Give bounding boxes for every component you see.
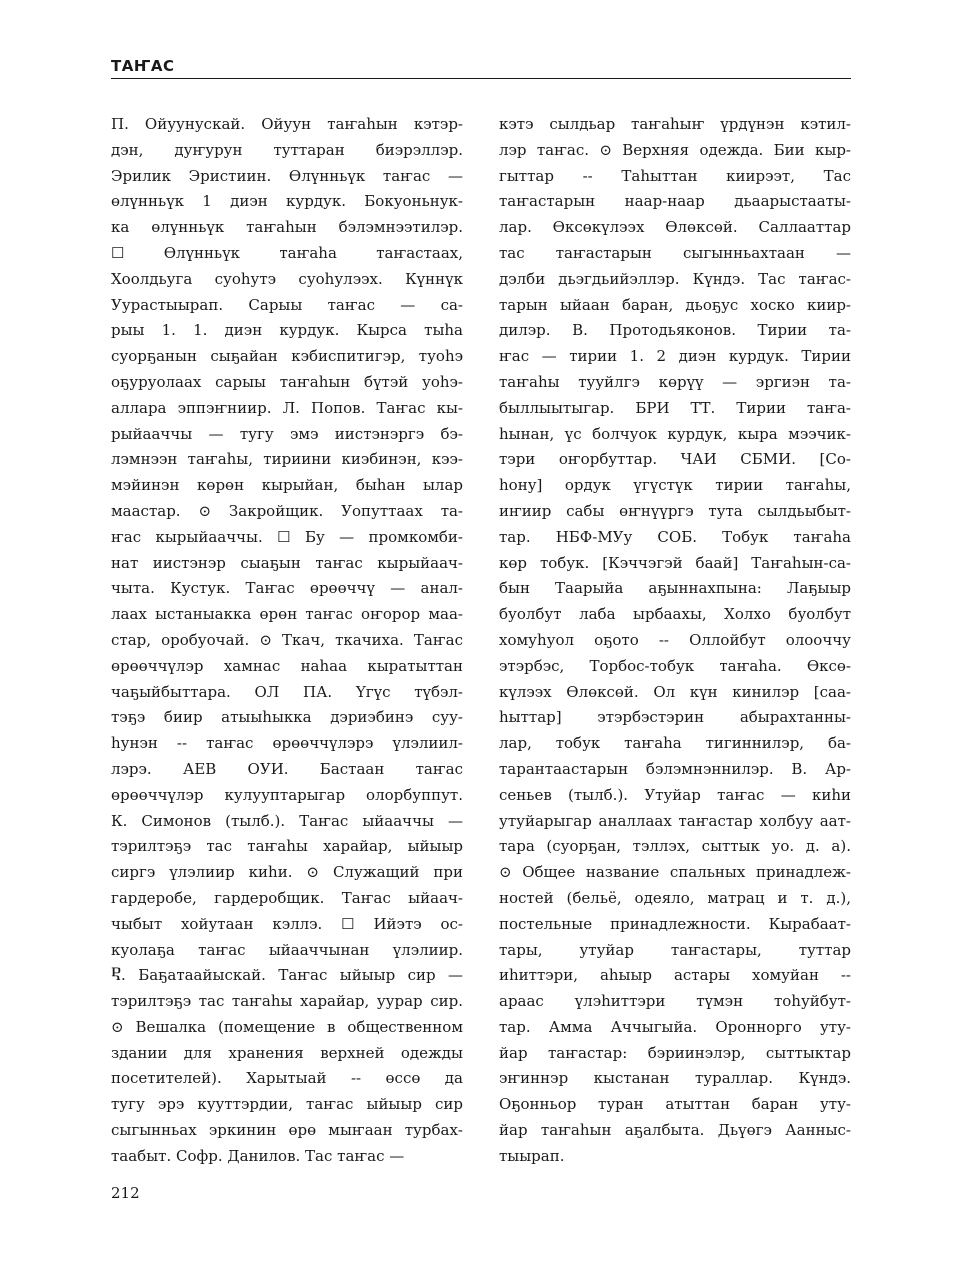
text-line: Хоолдьуга суоһутэ суоһулээх. Күннүк [111,269,463,288]
text-line: оҕуруолаах сарыы таҥаһын бүтэй уоһэ- [111,372,463,391]
text-line: дэн, дуҥурун туттаран биэрэллэр. [111,140,463,159]
text-line: Ⴒ. Баҕатаайыскай. Таҥас ыйыыр сир — [111,966,463,985]
text-line: һыттар] этэрбэстэрин абырахтанны- [499,708,851,727]
text-line: кэтэ сылдьар таҥаһыҥ үрдүнэн кэтил- [499,115,851,133]
text-line: һунэн -- таҥас өрөөччүлэрэ үлэлиил- [111,734,463,753]
text-line: посетителей). Харытыай -- өссө да [111,1069,463,1088]
text-line: буолбут лаба ырбаахы, Холхо буолбут [499,605,851,624]
text-line: лэр таҥас. ⊙ Верхняя одежда. Бии кыр- [499,140,851,159]
text-line: таабыт. Софр. Данилов. Тас таҥас — [111,1146,405,1165]
text-line: гардеробе, гардеробщик. Таҥас ыйаач- [111,888,463,907]
text-line: лэмнээн таҥаһы, тириини киэбинэн, кээ- [111,450,463,469]
text-line: здании для хранения верхней одежды [111,1043,463,1062]
text-line: өрөөччүлэр хамнас наһаа кыратыттан [111,656,463,675]
text-line: чыбыт хойутаан кэллэ. ☐ Ийэтэ ос- [111,914,463,933]
right-column [499,112,851,1177]
text-line: тара (суорҕан, тэллэх, сыттык уо. д. а). [499,837,851,856]
text-line: сиргэ үлэлиир киһи. ⊙ Служащий при [111,863,463,882]
text-line: ҥас — тирии 1. 2 диэн курдук. Тирии [499,347,851,366]
text-line: чыта. Кустук. Таҥас өрөөччү — анал- [111,579,463,598]
text-line: өрөөччүлэр кулууптарыгар олорбуппут. [111,785,463,804]
text-line: иһиттэри, аһыыр астары хомуйан -- [499,966,851,985]
left-column [111,112,463,1177]
text-line: постельные принадлежности. Кырабаат- [499,914,851,933]
text-line: сеньев (тылб.). Утуйар таҥас — киһи [499,785,851,804]
text-line: рыйааччы — тугу эмэ иистэнэргэ бэ- [111,424,463,443]
text-line: иҥиир сабы өҥнүүргэ тута сылдьыбыт- [499,501,851,520]
text-line: тас таҥастарын сыгынньахтаан — [499,243,851,262]
running-header [111,56,851,79]
text-line: таҥастарын наар-наар дьаарыстааты- [499,192,851,211]
header-title: ТАҤАС [111,57,175,75]
page-number: 212 [111,1184,140,1202]
text-line: Эрилик Эристиин. Өлүнньүк таҥас — [111,166,463,185]
text-line: тугу эрэ кууттэрдии, таҥас ыйыыр сир [111,1095,463,1114]
text-line: рыы 1. 1. диэн курдук. Кырса тыһа [111,321,463,340]
text-line: һынан, үс болчуок курдук, кыра мээчик- [499,424,851,443]
text-line: ⊙ Вешалка (помещение в общественном [111,1017,463,1036]
text-line: этэрбэс, Торбос-тобук таҥаһа. Өксө- [499,656,851,675]
text-line: лаах ыстаныакка өрөн таҥас оҥорор маа- [111,605,463,624]
text-line: хомуһуол оҕото -- Оллойбут олооччу [499,630,851,649]
text-line: быллыытыгар. БРИ ТТ. Тирии таҥа- [499,398,851,417]
text-line: суорҕанын сыҕайан кэбиспитигэр, туоһэ [111,347,463,366]
text-line: сыгынньах эркинин өрө мыҥаан турбах- [111,1121,463,1140]
text-line: тэрилтэҕэ тас таҥаһы харайар, уурар сир. [111,992,463,1011]
text-line: нат иистэнэр сыаҕын таҥас кырыйаач- [111,553,463,572]
text-line: тэри оҥорбуттар. ЧАИ СБМИ. [Со- [499,450,851,469]
text-line: күлээх Өлөксөй. Ол күн кинилэр [саа- [499,682,851,701]
text-line: мэйинэн көрөн кырыйан, быһан ылар [111,476,463,495]
text-line: тар. НБФ-МУу СОБ. Тобук таҥаһа [499,527,851,546]
text-line: лэрэ. АЕВ ОУИ. Бастаан таҥас [111,759,463,778]
text-line: К. Симонов (тылб.). Таҥас ыйааччы — [111,811,463,830]
text-line: йар таҥастар: бэриинэлэр, сыттыктар [499,1043,851,1062]
text-line: утуйарыгар аналлаах таҥастар холбуу аат- [499,811,851,830]
text-line: гыттар -- Таһыттан киирээт, Тас [499,166,851,185]
text-line: чаҕыйбыттара. ОЛ ПА. Үгүс түбэл- [111,682,463,701]
text-line: маастар. ⊙ Закройщик. Уопуттаах та- [111,501,463,520]
text-line: тарын ыйаан баран, дьоҕус хоско киир- [499,295,851,314]
text-line: лар. Өксөкүлээх Өлөксөй. Саллааттар [499,218,851,237]
text-line: лар, тобук таҥаһа тигиннилэр, ба- [499,734,851,753]
text-line: бын Таарыйа аҕыннахпына: Лаҕыыр [499,579,851,598]
text-line: өлүнньүк 1 диэн курдук. Бокуоньнук- [111,192,463,211]
text-line: ностей (бельё, одеяло, матрац и т. д.), [499,888,851,907]
text-line: дэлби дьэгдьийэллэр. Күндэ. Тас таҥас- [499,269,851,288]
text-line: тыырап. [499,1146,565,1165]
text-line: йар таҥаһын аҕалбыта. Дьүөгэ Аанныс- [499,1121,851,1140]
text-line: ⊙ Общее название спальных принадлеж- [499,863,851,882]
text-line: Оҕонньор туран атыттан баран уту- [499,1095,851,1114]
text-line: Уурастыырап. Сарыы таҥас — са- [111,295,463,314]
text-line: тар. Амма Аччыгыйа. Оронноргo уту- [499,1017,851,1036]
text-line: П. Ойуунускай. Ойуун таҥаһын кэтэр- [111,115,463,133]
text-line: эҥиннэр кыстанан тураллар. Күндэ. [499,1069,851,1088]
text-line: аллара эппэҥниир. Л. Попов. Таҥас кы- [111,398,463,417]
text-line: араас үлэһиттэри түмэн тоһуйбут- [499,992,851,1011]
text-line: дилэр. В. Протодьяконов. Тирии та- [499,321,851,340]
text-line: ☐ Өлүнньүк таҥаһа таҥастаах, [111,243,463,262]
text-line: көр тобук. [Кэччэгэй баай] Таҥаһын-са- [499,553,851,572]
text-line: ка өлүнньүк таҥаһын бэлэмнээтилэр. [111,218,463,237]
text-line: тэҕэ биир атыыһыкка дэриэбинэ суу- [111,708,463,727]
text-line: тэрилтэҕэ тас таҥаһы харайар, ыйыыр [111,837,463,856]
text-line: стар, оробуочай. ⊙ Ткач, ткачиха. Таҥас [111,630,463,649]
text-line: тары, утуйар таҥастары, туттар [499,940,851,959]
text-line: тарантаастарын бэлэмнэннилэр. В. Ар- [499,759,851,778]
text-line: ҥас кырыйааччы. ☐ Бу — промкомби- [111,527,463,546]
text-line: һону] ордук үгүстүк тирии таҥаһы, [499,476,851,495]
text-line: куолаҕа таҥас ыйааччынан үлэлиир. [111,940,463,959]
text-line: таҥаһы тууйлгэ көрүү — эргиэн та- [499,372,851,391]
